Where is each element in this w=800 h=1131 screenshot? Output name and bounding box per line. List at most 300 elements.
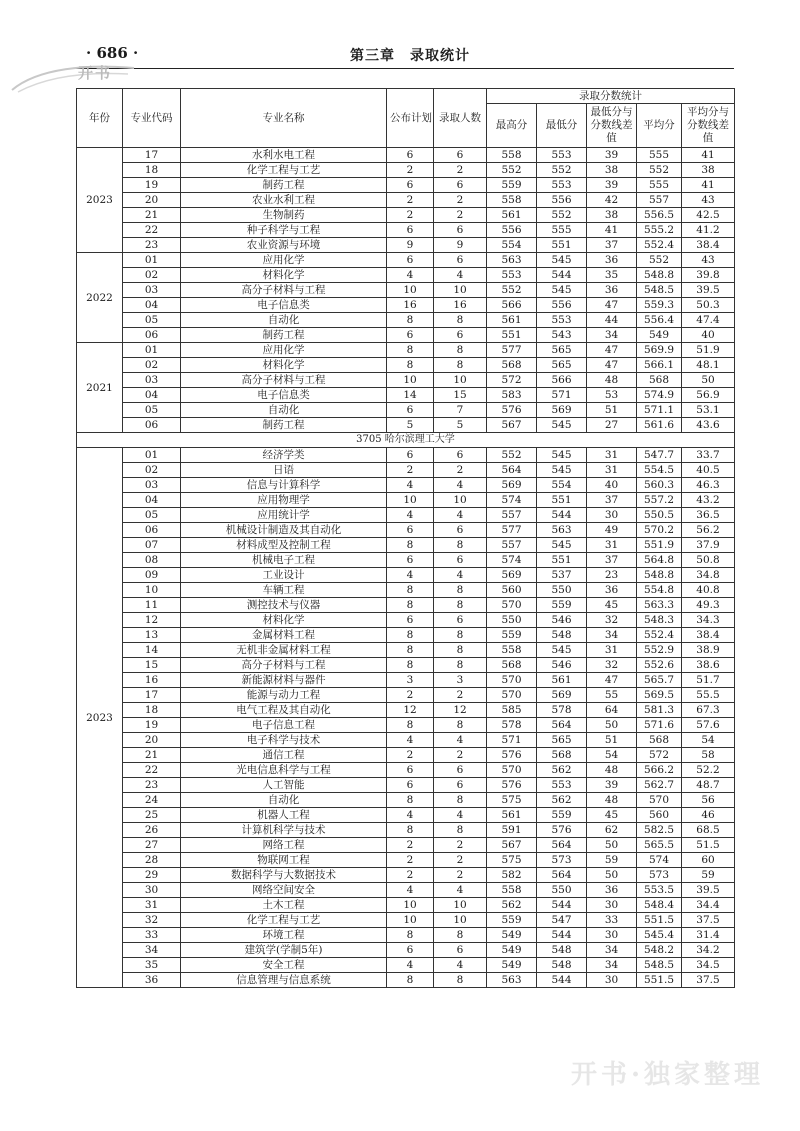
year-cell: 2022 xyxy=(77,253,123,343)
min-diff-cell: 45 xyxy=(587,598,637,613)
major-cell: 机械设计制造及其自动化 xyxy=(181,523,387,538)
avg-diff-cell: 37.5 xyxy=(682,913,735,928)
admitted-cell: 4 xyxy=(434,478,487,493)
admitted-cell: 2 xyxy=(434,193,487,208)
code-cell: 17 xyxy=(123,148,181,163)
avg-diff-cell: 46.3 xyxy=(682,478,735,493)
major-cell: 工业设计 xyxy=(181,568,387,583)
min-cell: 559 xyxy=(537,598,587,613)
code-cell: 03 xyxy=(123,283,181,298)
table-row xyxy=(77,448,735,463)
avg-diff-cell: 50.8 xyxy=(682,553,735,568)
avg-diff-cell: 38 xyxy=(682,163,735,178)
avg-cell: 551.9 xyxy=(637,538,682,553)
avg-diff-cell: 34.3 xyxy=(682,613,735,628)
code-cell: 02 xyxy=(123,463,181,478)
avg-cell: 571.6 xyxy=(637,718,682,733)
code-cell: 05 xyxy=(123,403,181,418)
plan-cell: 5 xyxy=(387,418,434,433)
chapter-title: 第三章 录取统计 xyxy=(350,48,470,64)
min-cell: 576 xyxy=(537,823,587,838)
plan-cell: 6 xyxy=(387,778,434,793)
year-cell: 2023 xyxy=(77,148,123,253)
min-cell: 565 xyxy=(537,343,587,358)
min-cell: 564 xyxy=(537,718,587,733)
year-cell: 2023 xyxy=(77,448,123,988)
major-cell: 网络空间安全 xyxy=(181,883,387,898)
major-cell: 自动化 xyxy=(181,313,387,328)
avg-cell: 554.8 xyxy=(637,583,682,598)
max-cell: 570 xyxy=(487,763,537,778)
min-cell: 552 xyxy=(537,163,587,178)
avg-diff-cell: 57.6 xyxy=(682,718,735,733)
major-cell: 制药工程 xyxy=(181,178,387,193)
avg-cell: 574.9 xyxy=(637,388,682,403)
min-diff-cell: 32 xyxy=(587,613,637,628)
plan-cell: 8 xyxy=(387,658,434,673)
code-cell: 03 xyxy=(123,478,181,493)
major-cell: 机器人工程 xyxy=(181,808,387,823)
major-cell: 材料化学 xyxy=(181,268,387,283)
admitted-cell: 2 xyxy=(434,208,487,223)
max-cell: 556 xyxy=(487,223,537,238)
admitted-cell: 2 xyxy=(434,163,487,178)
code-cell: 29 xyxy=(123,868,181,883)
admitted-cell: 8 xyxy=(434,628,487,643)
avg-cell: 548.4 xyxy=(637,898,682,913)
min-cell: 565 xyxy=(537,358,587,373)
avg-diff-cell: 38.4 xyxy=(682,628,735,643)
max-cell: 566 xyxy=(487,298,537,313)
major-cell: 网络工程 xyxy=(181,838,387,853)
code-cell: 31 xyxy=(123,898,181,913)
plan-cell: 10 xyxy=(387,493,434,508)
avg-cell: 552.4 xyxy=(637,628,682,643)
avg-diff-cell: 56.9 xyxy=(682,388,735,403)
avg-diff-cell: 33.7 xyxy=(682,448,735,463)
min-diff-cell: 33 xyxy=(587,913,637,928)
min-diff-cell: 49 xyxy=(587,523,637,538)
min-cell: 564 xyxy=(537,838,587,853)
plan-cell: 2 xyxy=(387,463,434,478)
avg-diff-cell: 41 xyxy=(682,178,735,193)
plan-cell: 8 xyxy=(387,358,434,373)
max-cell: 559 xyxy=(487,628,537,643)
plan-cell: 6 xyxy=(387,523,434,538)
table-row xyxy=(77,493,735,508)
max-cell: 552 xyxy=(487,283,537,298)
admitted-cell: 10 xyxy=(434,283,487,298)
min-cell: 547 xyxy=(537,913,587,928)
min-cell: 554 xyxy=(537,478,587,493)
avg-cell: 562.7 xyxy=(637,778,682,793)
admitted-cell: 15 xyxy=(434,388,487,403)
min-cell: 545 xyxy=(537,463,587,478)
code-cell: 34 xyxy=(123,943,181,958)
avg-diff-cell: 59 xyxy=(682,868,735,883)
avg-cell: 555 xyxy=(637,178,682,193)
table-row xyxy=(77,973,735,988)
code-cell: 18 xyxy=(123,163,181,178)
col-header-min: 最低分 xyxy=(537,104,587,148)
major-cell: 新能源材料与器件 xyxy=(181,673,387,688)
code-cell: 21 xyxy=(123,208,181,223)
major-cell: 计算机科学与技术 xyxy=(181,823,387,838)
min-cell: 546 xyxy=(537,613,587,628)
avg-cell: 548.8 xyxy=(637,268,682,283)
min-diff-cell: 41 xyxy=(587,223,637,238)
table-row xyxy=(77,853,735,868)
plan-cell: 4 xyxy=(387,808,434,823)
avg-diff-cell: 40 xyxy=(682,328,735,343)
max-cell: 559 xyxy=(487,913,537,928)
max-cell: 568 xyxy=(487,658,537,673)
code-cell: 19 xyxy=(123,178,181,193)
major-cell: 金属材料工程 xyxy=(181,628,387,643)
admitted-cell: 16 xyxy=(434,298,487,313)
min-diff-cell: 30 xyxy=(587,898,637,913)
code-cell: 01 xyxy=(123,253,181,268)
max-cell: 549 xyxy=(487,928,537,943)
min-diff-cell: 42 xyxy=(587,193,637,208)
avg-cell: 552.9 xyxy=(637,643,682,658)
max-cell: 553 xyxy=(487,268,537,283)
table-row xyxy=(77,358,735,373)
max-cell: 549 xyxy=(487,958,537,973)
avg-cell: 573 xyxy=(637,868,682,883)
max-cell: 564 xyxy=(487,463,537,478)
admitted-cell: 6 xyxy=(434,523,487,538)
table-row xyxy=(77,538,735,553)
avg-cell: 555 xyxy=(637,148,682,163)
admitted-cell: 2 xyxy=(434,463,487,478)
avg-cell: 553.5 xyxy=(637,883,682,898)
admitted-cell: 4 xyxy=(434,958,487,973)
avg-cell: 548.5 xyxy=(637,958,682,973)
code-cell: 19 xyxy=(123,718,181,733)
plan-cell: 4 xyxy=(387,733,434,748)
code-cell: 01 xyxy=(123,448,181,463)
table-body-university xyxy=(77,433,735,448)
code-cell: 30 xyxy=(123,883,181,898)
avg-diff-cell: 39.8 xyxy=(682,268,735,283)
min-diff-cell: 38 xyxy=(587,208,637,223)
max-cell: 567 xyxy=(487,838,537,853)
col-group-scores: 录取分数统计 xyxy=(487,89,735,104)
page-number: · 686 · xyxy=(86,44,139,62)
max-cell: 558 xyxy=(487,148,537,163)
min-cell: 555 xyxy=(537,223,587,238)
plan-cell: 10 xyxy=(387,373,434,388)
code-cell: 36 xyxy=(123,973,181,988)
admitted-cell: 6 xyxy=(434,613,487,628)
plan-cell: 8 xyxy=(387,583,434,598)
min-diff-cell: 36 xyxy=(587,583,637,598)
max-cell: 572 xyxy=(487,373,537,388)
table-row xyxy=(77,163,735,178)
table-row xyxy=(77,958,735,973)
code-cell: 08 xyxy=(123,553,181,568)
col-header-max: 最高分 xyxy=(487,104,537,148)
min-cell: 537 xyxy=(537,568,587,583)
major-cell: 信息管理与信息系统 xyxy=(181,973,387,988)
major-cell: 光电信息科学与工程 xyxy=(181,763,387,778)
plan-cell: 8 xyxy=(387,793,434,808)
avg-diff-cell: 51.7 xyxy=(682,673,735,688)
avg-diff-cell: 43.2 xyxy=(682,493,735,508)
major-cell: 安全工程 xyxy=(181,958,387,973)
major-cell: 信息与计算科学 xyxy=(181,478,387,493)
col-header-avg: 平均分 xyxy=(637,104,682,148)
min-cell: 545 xyxy=(537,538,587,553)
table-row xyxy=(77,643,735,658)
max-cell: 554 xyxy=(487,238,537,253)
plan-cell: 4 xyxy=(387,883,434,898)
avg-cell: 548.5 xyxy=(637,283,682,298)
max-cell: 570 xyxy=(487,598,537,613)
avg-diff-cell: 43 xyxy=(682,253,735,268)
table-row xyxy=(77,733,735,748)
table-row xyxy=(77,748,735,763)
table-row xyxy=(77,178,735,193)
code-cell: 35 xyxy=(123,958,181,973)
max-cell: 578 xyxy=(487,718,537,733)
plan-cell: 4 xyxy=(387,268,434,283)
code-cell: 04 xyxy=(123,388,181,403)
admitted-cell: 8 xyxy=(434,313,487,328)
table-row xyxy=(77,793,735,808)
admitted-cell: 8 xyxy=(434,973,487,988)
min-cell: 543 xyxy=(537,328,587,343)
plan-cell: 10 xyxy=(387,913,434,928)
min-diff-cell: 32 xyxy=(587,658,637,673)
min-diff-cell: 50 xyxy=(587,838,637,853)
min-diff-cell: 30 xyxy=(587,508,637,523)
admitted-cell: 10 xyxy=(434,913,487,928)
avg-cell: 547.7 xyxy=(637,448,682,463)
min-diff-cell: 47 xyxy=(587,343,637,358)
admitted-cell: 8 xyxy=(434,823,487,838)
min-diff-cell: 34 xyxy=(587,958,637,973)
min-diff-cell: 48 xyxy=(587,793,637,808)
max-cell: 561 xyxy=(487,808,537,823)
min-cell: 561 xyxy=(537,673,587,688)
min-cell: 553 xyxy=(537,778,587,793)
max-cell: 557 xyxy=(487,538,537,553)
table-row xyxy=(77,298,735,313)
min-cell: 563 xyxy=(537,523,587,538)
major-cell: 制药工程 xyxy=(181,418,387,433)
min-cell: 568 xyxy=(537,748,587,763)
admitted-cell: 6 xyxy=(434,448,487,463)
min-cell: 569 xyxy=(537,403,587,418)
avg-diff-cell: 43.6 xyxy=(682,418,735,433)
plan-cell: 6 xyxy=(387,253,434,268)
table-row xyxy=(77,463,735,478)
min-cell: 562 xyxy=(537,793,587,808)
admitted-cell: 8 xyxy=(434,343,487,358)
avg-cell: 556.4 xyxy=(637,313,682,328)
admitted-cell: 8 xyxy=(434,643,487,658)
col-header-code: 专业代码 xyxy=(123,89,181,148)
admitted-cell: 2 xyxy=(434,853,487,868)
table-row xyxy=(77,403,735,418)
admitted-cell: 4 xyxy=(434,508,487,523)
major-cell: 环境工程 xyxy=(181,928,387,943)
min-cell: 553 xyxy=(537,178,587,193)
plan-cell: 16 xyxy=(387,298,434,313)
max-cell: 576 xyxy=(487,403,537,418)
max-cell: 582 xyxy=(487,868,537,883)
plan-cell: 2 xyxy=(387,193,434,208)
avg-diff-cell: 68.5 xyxy=(682,823,735,838)
plan-cell: 6 xyxy=(387,553,434,568)
min-cell: 562 xyxy=(537,763,587,778)
code-cell: 06 xyxy=(123,523,181,538)
min-diff-cell: 36 xyxy=(587,883,637,898)
plan-cell: 6 xyxy=(387,328,434,343)
min-diff-cell: 64 xyxy=(587,703,637,718)
avg-diff-cell: 53.1 xyxy=(682,403,735,418)
major-cell: 电气工程及其自动化 xyxy=(181,703,387,718)
avg-cell: 559.3 xyxy=(637,298,682,313)
max-cell: 558 xyxy=(487,883,537,898)
max-cell: 585 xyxy=(487,703,537,718)
admitted-cell: 6 xyxy=(434,223,487,238)
admitted-cell: 8 xyxy=(434,358,487,373)
avg-cell: 552 xyxy=(637,253,682,268)
major-cell: 机械电子工程 xyxy=(181,553,387,568)
max-cell: 552 xyxy=(487,448,537,463)
admitted-cell: 6 xyxy=(434,943,487,958)
year-cell: 2021 xyxy=(77,343,123,433)
table-row xyxy=(77,913,735,928)
avg-diff-cell: 49.3 xyxy=(682,598,735,613)
min-cell: 544 xyxy=(537,898,587,913)
code-cell: 03 xyxy=(123,373,181,388)
min-cell: 545 xyxy=(537,418,587,433)
max-cell: 557 xyxy=(487,508,537,523)
major-cell: 农业资源与环境 xyxy=(181,238,387,253)
admitted-cell: 10 xyxy=(434,373,487,388)
max-cell: 550 xyxy=(487,613,537,628)
major-cell: 电子科学与技术 xyxy=(181,733,387,748)
table-row xyxy=(77,808,735,823)
avg-cell: 551.5 xyxy=(637,973,682,988)
avg-cell: 581.3 xyxy=(637,703,682,718)
admitted-cell: 6 xyxy=(434,328,487,343)
min-diff-cell: 27 xyxy=(587,418,637,433)
table-row xyxy=(77,253,735,268)
admitted-cell: 3 xyxy=(434,673,487,688)
plan-cell: 2 xyxy=(387,748,434,763)
code-cell: 32 xyxy=(123,913,181,928)
plan-cell: 4 xyxy=(387,478,434,493)
max-cell: 558 xyxy=(487,193,537,208)
min-cell: 544 xyxy=(537,268,587,283)
avg-diff-cell: 51.9 xyxy=(682,343,735,358)
avg-cell: 550.5 xyxy=(637,508,682,523)
min-diff-cell: 39 xyxy=(587,778,637,793)
table-row xyxy=(77,928,735,943)
avg-cell: 569.5 xyxy=(637,688,682,703)
plan-cell: 2 xyxy=(387,688,434,703)
min-diff-cell: 34 xyxy=(587,943,637,958)
major-cell: 电子信息工程 xyxy=(181,718,387,733)
avg-cell: 570.2 xyxy=(637,523,682,538)
admitted-cell: 8 xyxy=(434,658,487,673)
min-diff-cell: 47 xyxy=(587,673,637,688)
major-cell: 电子信息类 xyxy=(181,298,387,313)
min-diff-cell: 23 xyxy=(587,568,637,583)
min-cell: 553 xyxy=(537,313,587,328)
table-row xyxy=(77,313,735,328)
admitted-cell: 4 xyxy=(434,568,487,583)
table-row xyxy=(77,718,735,733)
avg-diff-cell: 34.4 xyxy=(682,898,735,913)
table-row xyxy=(77,763,735,778)
avg-diff-cell: 48.7 xyxy=(682,778,735,793)
plan-cell: 8 xyxy=(387,313,434,328)
col-header-admitted: 录取人数 xyxy=(434,89,487,148)
code-cell: 21 xyxy=(123,748,181,763)
code-cell: 22 xyxy=(123,223,181,238)
major-cell: 高分子材料与工程 xyxy=(181,373,387,388)
code-cell: 12 xyxy=(123,613,181,628)
min-cell: 565 xyxy=(537,733,587,748)
table-row xyxy=(77,583,735,598)
plan-cell: 14 xyxy=(387,388,434,403)
avg-cell: 557 xyxy=(637,193,682,208)
min-diff-cell: 45 xyxy=(587,808,637,823)
admitted-cell: 12 xyxy=(434,703,487,718)
admitted-cell: 8 xyxy=(434,928,487,943)
avg-diff-cell: 54 xyxy=(682,733,735,748)
avg-diff-cell: 60 xyxy=(682,853,735,868)
code-cell: 23 xyxy=(123,778,181,793)
min-cell: 544 xyxy=(537,928,587,943)
major-cell: 水利水电工程 xyxy=(181,148,387,163)
table-row xyxy=(77,328,735,343)
major-cell: 数据科学与大数据技术 xyxy=(181,868,387,883)
avg-diff-cell: 38.6 xyxy=(682,658,735,673)
avg-cell: 552.6 xyxy=(637,658,682,673)
plan-cell: 8 xyxy=(387,973,434,988)
admission-table xyxy=(76,88,735,988)
min-cell: 569 xyxy=(537,688,587,703)
max-cell: 551 xyxy=(487,328,537,343)
min-diff-cell: 51 xyxy=(587,403,637,418)
max-cell: 583 xyxy=(487,388,537,403)
min-cell: 578 xyxy=(537,703,587,718)
avg-diff-cell: 46 xyxy=(682,808,735,823)
major-cell: 材料化学 xyxy=(181,358,387,373)
max-cell: 563 xyxy=(487,973,537,988)
min-diff-cell: 59 xyxy=(587,853,637,868)
admitted-cell: 4 xyxy=(434,883,487,898)
major-cell: 化学工程与工艺 xyxy=(181,913,387,928)
code-cell: 24 xyxy=(123,793,181,808)
table-row xyxy=(77,373,735,388)
table-row xyxy=(77,598,735,613)
admitted-cell: 5 xyxy=(434,418,487,433)
major-cell: 应用化学 xyxy=(181,253,387,268)
admitted-cell: 6 xyxy=(434,253,487,268)
table-row xyxy=(77,238,735,253)
min-cell: 573 xyxy=(537,853,587,868)
max-cell: 568 xyxy=(487,358,537,373)
avg-cell: 582.5 xyxy=(637,823,682,838)
